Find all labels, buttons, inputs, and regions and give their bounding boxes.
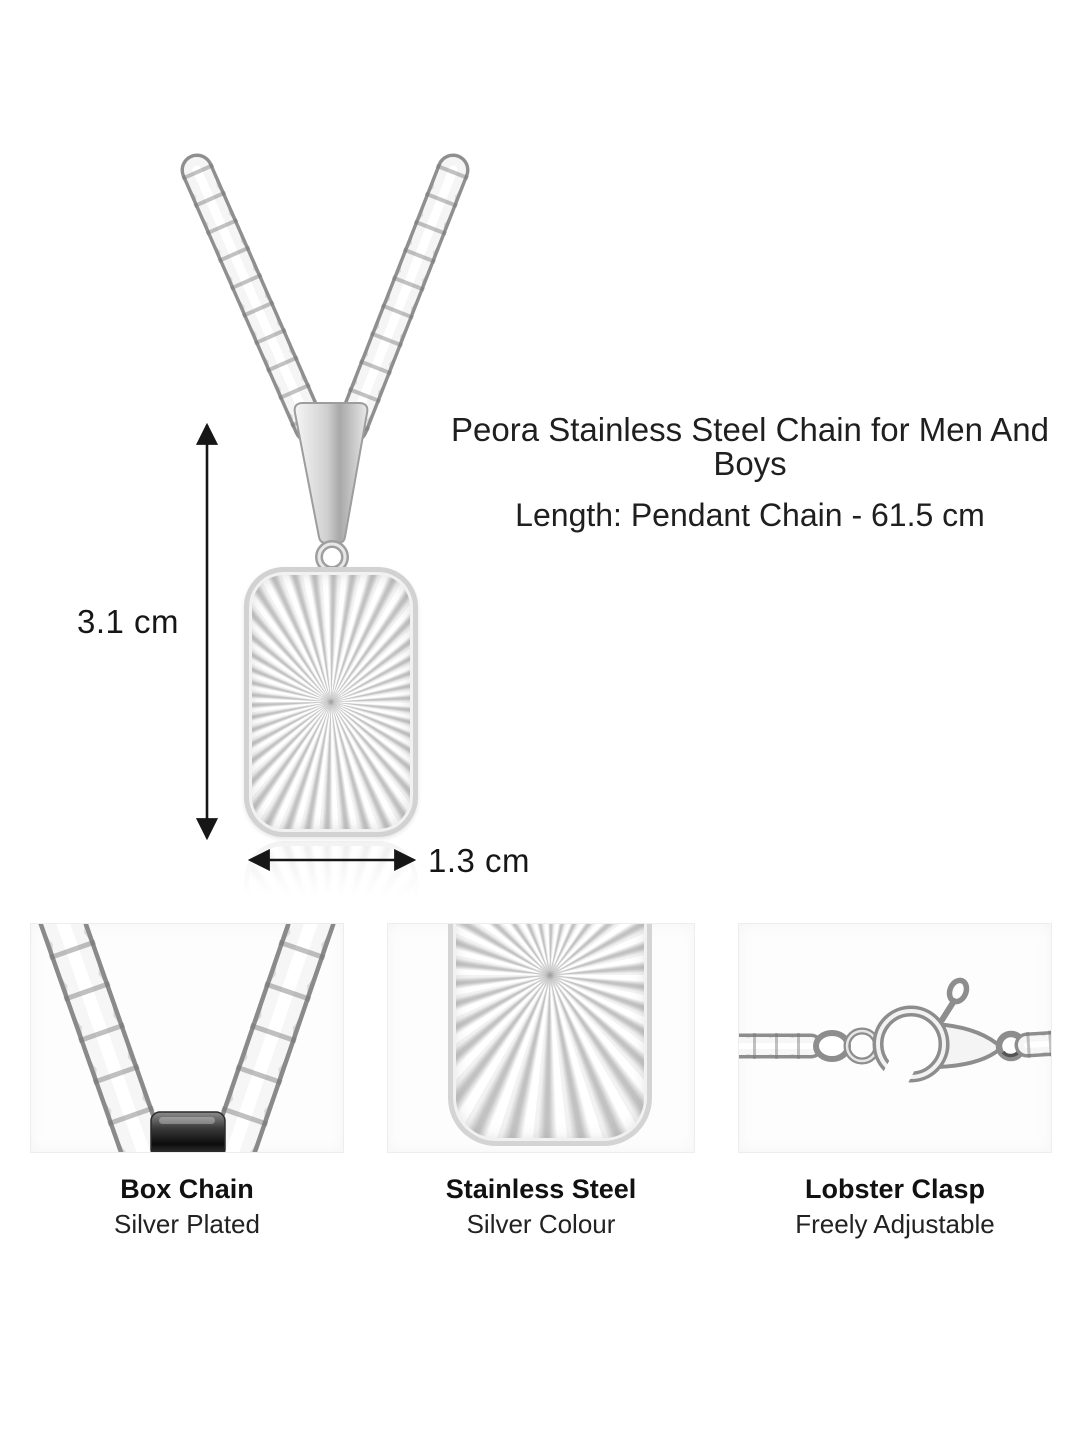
slider-bead bbox=[151, 1112, 225, 1152]
feature-subtitle: Freely Adjustable bbox=[795, 1209, 995, 1239]
right-chain-strand bbox=[229, 924, 317, 1152]
end-link bbox=[816, 1033, 848, 1059]
feature-stainless-steel bbox=[387, 923, 695, 1239]
pendant-height-label: 3.1 cm bbox=[76, 603, 180, 640]
feature-subtitle: Silver Plated bbox=[114, 1209, 260, 1239]
lobster-clasp-icon bbox=[739, 924, 1051, 1152]
pendant-width-label: 1.3 cm bbox=[428, 842, 531, 879]
pendant-closeup-icon bbox=[448, 923, 652, 1146]
feature-box-chain bbox=[30, 923, 344, 1239]
left-chain-strand bbox=[57, 924, 147, 1152]
pendant-sunburst-photo bbox=[387, 923, 695, 1153]
feature-title: Box Chain bbox=[120, 1174, 254, 1204]
product-title-block bbox=[425, 413, 1075, 532]
clasp-body bbox=[878, 978, 999, 1087]
box-chain-photo bbox=[30, 923, 344, 1153]
product-length-line: Length: Pendant Chain - 61.5 cm bbox=[515, 497, 985, 533]
feature-subtitle: Silver Colour bbox=[466, 1209, 616, 1239]
product-title: Peora Stainless Steel Chain for Men And Boys bbox=[450, 411, 1049, 482]
feature-section bbox=[30, 923, 1052, 1239]
lobster-clasp-photo bbox=[738, 923, 1052, 1153]
feature-lobster-clasp bbox=[738, 923, 1052, 1239]
feature-title: Lobster Clasp bbox=[804, 1174, 986, 1204]
feature-title: Stainless Steel bbox=[445, 1174, 637, 1204]
box-chain-icon bbox=[31, 924, 343, 1152]
right-chain bbox=[1027, 1043, 1051, 1045]
